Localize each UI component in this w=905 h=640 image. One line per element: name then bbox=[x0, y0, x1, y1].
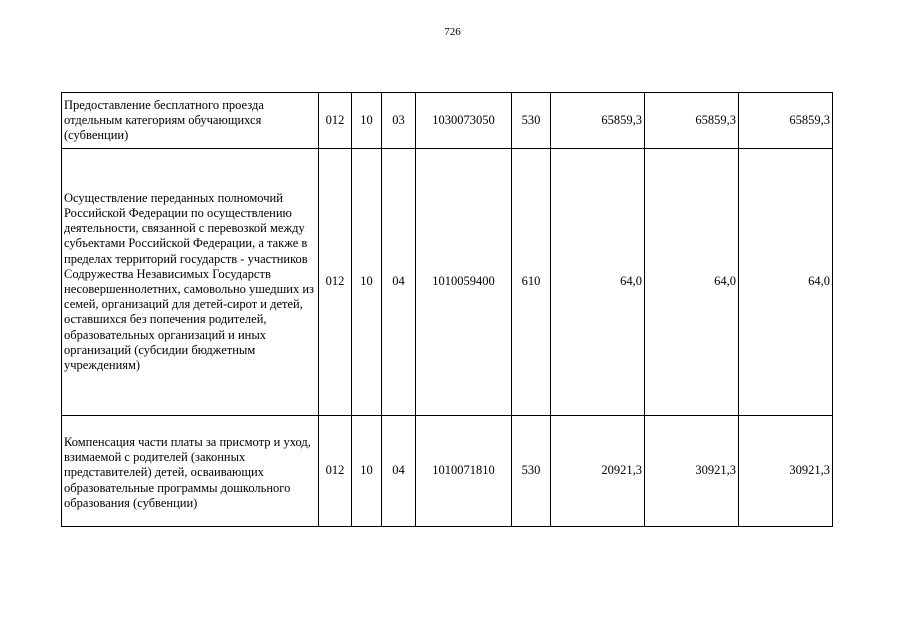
expense-type-code: 610 bbox=[512, 149, 551, 416]
amount-year-1: 20921,3 bbox=[551, 416, 645, 527]
expense-type-code: 530 bbox=[512, 416, 551, 527]
ministry-code: 012 bbox=[319, 416, 352, 527]
amount-year-2: 30921,3 bbox=[645, 416, 739, 527]
section-code: 10 bbox=[352, 149, 382, 416]
target-article-code: 1010059400 bbox=[416, 149, 512, 416]
amount-year-2: 65859,3 bbox=[645, 93, 739, 149]
table-row bbox=[62, 149, 833, 416]
budget-table bbox=[61, 92, 833, 527]
target-article-code: 1030073050 bbox=[416, 93, 512, 149]
table-row bbox=[62, 416, 833, 527]
section-code: 10 bbox=[352, 416, 382, 527]
row-name: Осуществление переданных полномочий Российской Федерации по осуществлению деятельности, связанной с перевозкой между субъектами Российской Федерации, а также в пределах территорий государств - участников Содружества Независимых Государств несовершеннолетних, самовольно ушедших из семей, организаций для детей-сирот и детей, оставшихся без попечения родителей, образовательных организаций и иных организаций (субсидии бюджетным учреждениям) bbox=[62, 149, 319, 416]
ministry-code: 012 bbox=[319, 149, 352, 416]
subsection-code: 03 bbox=[382, 93, 416, 149]
subsection-code: 04 bbox=[382, 416, 416, 527]
target-article-code: 1010071810 bbox=[416, 416, 512, 527]
amount-year-3: 64,0 bbox=[739, 149, 833, 416]
amount-year-1: 65859,3 bbox=[551, 93, 645, 149]
table-row bbox=[62, 93, 833, 149]
section-code: 10 bbox=[352, 93, 382, 149]
amount-year-2: 64,0 bbox=[645, 149, 739, 416]
page-number: 726 bbox=[444, 26, 461, 38]
subsection-code: 04 bbox=[382, 149, 416, 416]
row-name: Предоставление бесплатного проезда отдельным категориям обучающихся (субвенции) bbox=[62, 93, 319, 149]
amount-year-3: 65859,3 bbox=[739, 93, 833, 149]
row-name: Компенсация части платы за присмотр и уход, взимаемой с родителей (законных представителей) детей, осваивающих образовательные программы дошкольного образования (субвенции) bbox=[62, 416, 319, 527]
expense-type-code: 530 bbox=[512, 93, 551, 149]
amount-year-1: 64,0 bbox=[551, 149, 645, 416]
ministry-code: 012 bbox=[319, 93, 352, 149]
amount-year-3: 30921,3 bbox=[739, 416, 833, 527]
